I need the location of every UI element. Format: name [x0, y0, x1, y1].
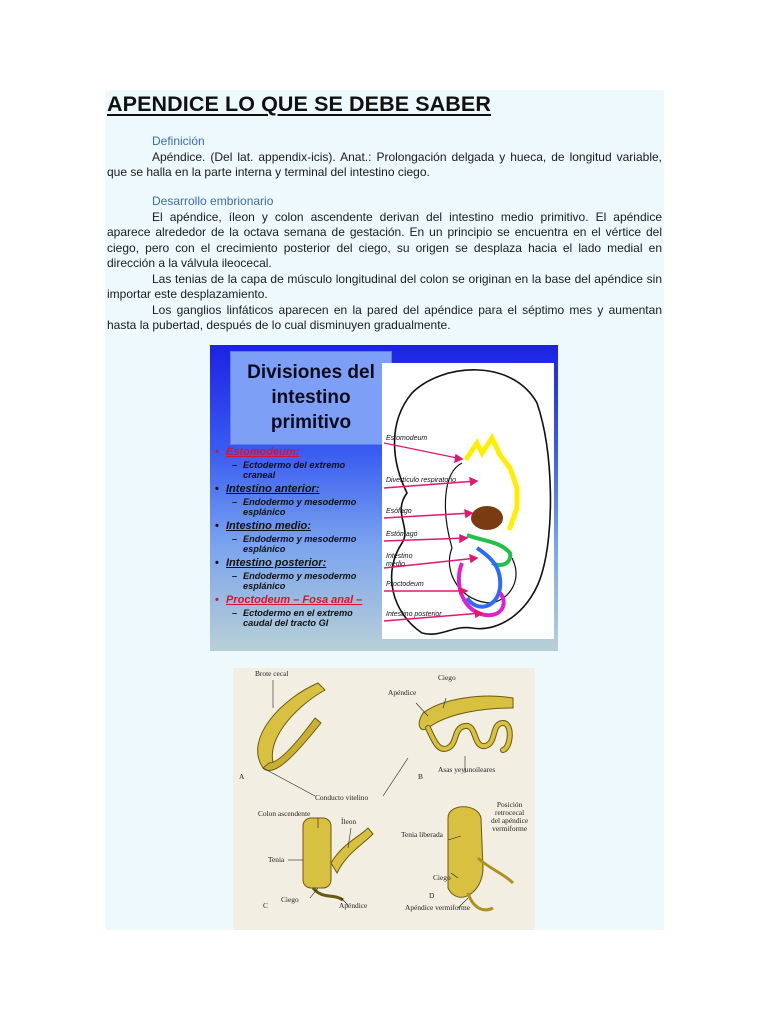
list-subitem: – Ectodermo del extremo craneal — [232, 460, 346, 480]
diagram-label: Estomodeum — [386, 435, 428, 442]
document-page — [105, 90, 664, 930]
figure-label: C — [263, 901, 268, 910]
embryology-heading: Desarrollo embrionario — [152, 194, 274, 208]
figure-label: B — [418, 772, 423, 781]
list-subitem: – Ectodermo en el extremo caudal del tracto GI — [232, 608, 353, 628]
diagram-label: Estómago — [386, 531, 418, 538]
primitive-gut-slide — [210, 345, 558, 651]
diagram-label: Esófago — [386, 508, 412, 515]
slide-title-box — [230, 351, 392, 445]
figure-label: Tenia — [268, 855, 285, 864]
list-subitem: – Endodermo y mesodermo esplánico — [232, 534, 357, 554]
paragraph: Las tenias de la capa de músculo longitudinal del colon se originan en la base del apéndice sin importar este desplazamiento. — [107, 271, 662, 301]
paragraph: Los ganglios linfáticos aparecen en la pared del apéndice para el séptimo mes y aumentan hasta la pubertad, después de lo cual disminuyen gradualmente. — [107, 302, 662, 332]
diagram-label: Divertículo respiratorio — [386, 477, 457, 484]
diagram-label: Intestino medio — [386, 553, 413, 568]
list-subitem: – Endodermo y mesodermo esplánico — [232, 571, 357, 591]
diagram-label: Proctodeum — [386, 581, 424, 588]
figure-label: Apéndice vermiforme — [405, 903, 471, 912]
definition-section — [107, 134, 662, 181]
figure-label: Posición retrocecal del apéndice vermiforme — [491, 800, 529, 833]
figure-label: Apéndice — [388, 688, 417, 697]
figure-label: Ciego — [438, 673, 456, 682]
embryo-outline-svg — [382, 363, 554, 639]
definition-heading: Definición — [152, 134, 205, 148]
figure-label: Brote cecal — [255, 669, 289, 678]
paragraph: El apéndice, íleon y colon ascendente derivan del intestino medio primitivo. El apéndice aparece alrededor de la octava semana de gestación. En un principio se encuentra en el vértice del ciego, pero con el crecimiento posterior del ciego, su origen se desplaza hacia el lado medial en dirección a la válvula ileocecal. — [107, 209, 662, 270]
figure-label: Ciego — [281, 895, 299, 904]
list-item: • Proctodeum – Fosa anal – — [215, 594, 363, 606]
list-item: • Intestino posterior: — [215, 557, 327, 569]
page-title: APENDICE LO QUE SE DEBE SABER — [107, 92, 491, 116]
slide-title: Divisiones del intestino primitivo — [247, 362, 375, 433]
figure-label: D — [429, 891, 435, 900]
figure-label: Tenia liberada — [401, 830, 443, 839]
figure-label: Íleon — [341, 817, 357, 826]
embryo-diagram — [382, 363, 554, 639]
embryology-section — [107, 194, 662, 334]
diagram-label: Intestino posterior — [386, 611, 442, 618]
cecum-illustration-svg — [233, 668, 535, 930]
cecum-development-figure — [233, 668, 535, 930]
list-item: • Intestino anterior: — [215, 483, 320, 495]
stomach-shape — [471, 506, 503, 530]
figure-label: Ciego — [433, 873, 451, 882]
figure-label: Apéndice — [339, 901, 368, 910]
list-subitem: – Endodermo y mesodermo esplánico — [232, 497, 357, 517]
figure-label: Conducto vitelino — [315, 793, 369, 802]
figure-label: Colon ascendente — [258, 809, 311, 818]
definition-text: Apéndice. (Del lat. appendix-icis). Anat.: Prolongación delgada y hueca, de longitud variable, que se halla en la parte interna y terminal del intestino ciego. — [107, 149, 662, 179]
figure-label: Asas yeyunoileares — [438, 765, 496, 774]
list-item: • Intestino medio: — [215, 520, 311, 532]
gut-divisions-list — [213, 443, 393, 628]
list-item: • Estomodeum: — [215, 446, 300, 458]
figure-label: A — [239, 772, 245, 781]
